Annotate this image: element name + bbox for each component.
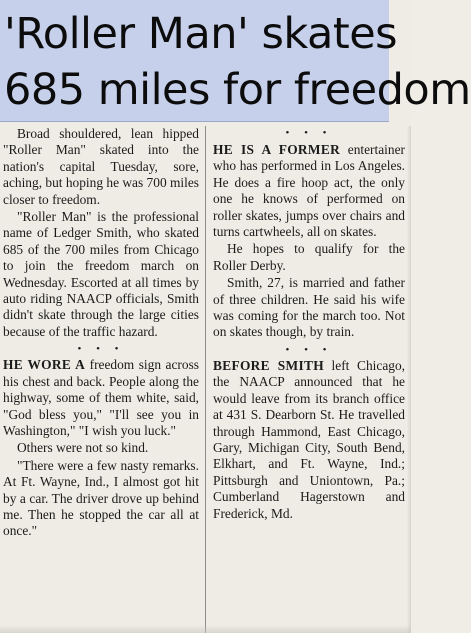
- paragraph-not-so-kind: Others were not so kind.: [17, 440, 149, 456]
- paragraph-intro: Broad shouldered, lean hipped "Roller Man" skated into the nation's capital Tuesday, sore, aching, but hoping he was 700 miles closer to freedom.: [3, 126, 199, 207]
- headline-line-1: 'Roller Man' skates: [4, 9, 398, 59]
- lead-in-caps: BEFORE SMITH: [213, 357, 324, 373]
- paragraph-family: Smith, 27, is married and father of three children. He said his wife was coming for the march too. Not on skates though, by train.: [213, 275, 405, 340]
- column-divider: [205, 126, 206, 633]
- article-column-left: [3, 126, 199, 540]
- article-column-right: [213, 126, 405, 522]
- paragraph-former-entertainer: [213, 142, 405, 240]
- paragraph-roller-man-name: "Roller Man" is the professional name of Ledger Smith, who skated 685 of the 700 miles from Chicago to join the freedom march on Wednesday. Escorted at all times by auto riding NAACP officials, Smith didn't skate through the large cities because of the traffic hazard.: [3, 209, 199, 339]
- paragraph-text: entertainer who has performed in Los Angeles. He does a fire hoop act, the only one he knows of performed on roller skates, jumps over chairs and turns cartwheels, all on skates.: [213, 142, 406, 240]
- paragraph-nasty-remarks: "There were a few nasty remarks. At Ft. Wayne, Ind., I almost got hit by a car. The driver drove up behind me. Then he stopped the car all at once.": [3, 457, 199, 539]
- lead-in-caps: HE IS A FORMER: [213, 142, 341, 157]
- paragraph-text: freedom sign across his chest and back. People along the highway, some of them white, said, "God bless you," "I'll see you in Washington," "I wish you luck.": [3, 357, 199, 438]
- headline: [4, 6, 471, 118]
- paragraph-freedom-sign: [3, 357, 199, 439]
- paragraph-route: [213, 358, 405, 522]
- headline-line-2: 685 miles for freedom: [4, 65, 471, 115]
- section-separator: • • •: [285, 127, 333, 139]
- lead-in-caps: HE WORE A: [3, 357, 86, 373]
- page-edge-shadow: [407, 126, 411, 633]
- headline-highlight: [0, 0, 471, 122]
- page-bottom-shadow: [0, 625, 411, 633]
- section-separator: • • •: [77, 343, 125, 356]
- paragraph-roller-derby: He hopes to qualify for the Roller Derby.: [213, 241, 405, 273]
- section-separator: • • •: [285, 343, 333, 356]
- paragraph-text: left Chicago, the NAACP announced that he would leave from its branch office at 431 S. Dearborn St. He travelled through Hammond, East Chicago, Gary, Michigan City, South Bend, Elkhart, and Ft. Wayne, Ind.; Pittsburgh and Uniontown, Pa.; Cumberland Hagerstown and Frederick, Md.: [213, 357, 406, 521]
